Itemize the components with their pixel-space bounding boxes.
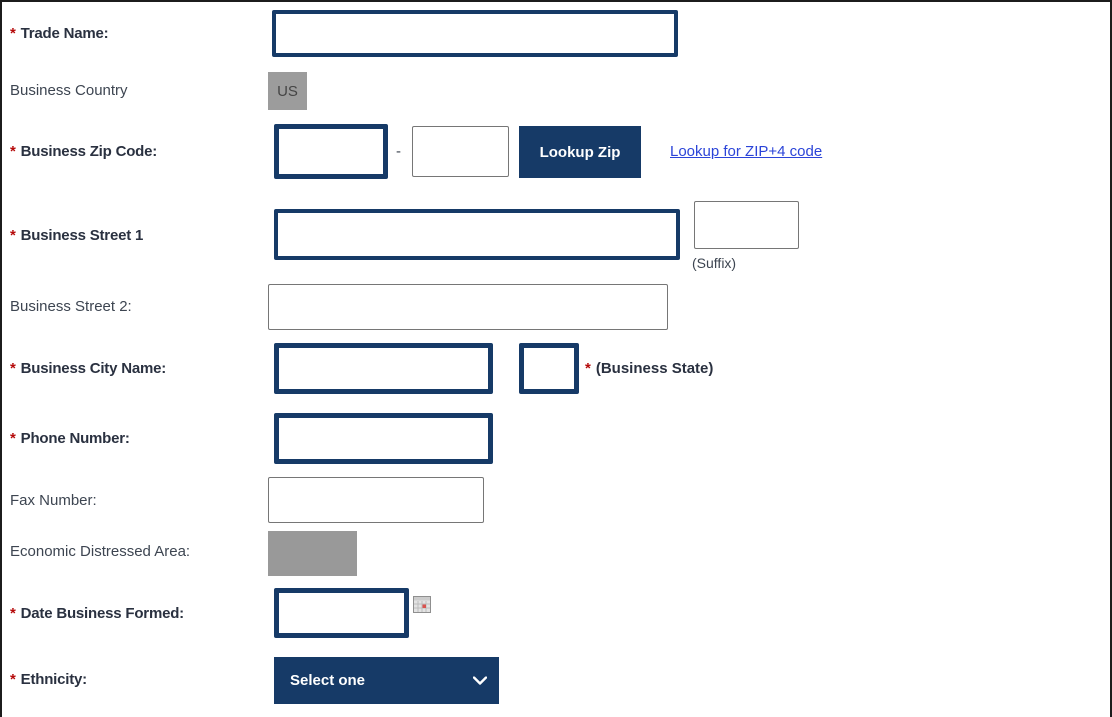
city-input[interactable]: [274, 343, 493, 394]
economic-distressed-value: [268, 531, 357, 576]
street2-label: Business Street 2:: [10, 298, 132, 315]
zip4-lookup-link[interactable]: Lookup for ZIP+4 code: [670, 143, 823, 160]
zip5-input[interactable]: [274, 124, 388, 179]
ethnicity-label: * Ethnicity:: [10, 671, 87, 688]
date-input[interactable]: [274, 588, 409, 638]
lookup-zip-button[interactable]: Lookup Zip: [519, 126, 641, 178]
required-asterisk: *: [10, 227, 16, 244]
required-asterisk: *: [585, 360, 591, 377]
required-asterisk: *: [10, 430, 16, 447]
zip-separator: -: [396, 143, 401, 160]
fax-label: Fax Number:: [10, 492, 97, 509]
street-suffix-input[interactable]: [694, 201, 799, 249]
phone-input[interactable]: [274, 413, 493, 464]
zip4-input[interactable]: [412, 126, 509, 177]
required-asterisk: *: [10, 671, 16, 688]
business-country-label: Business Country: [10, 82, 128, 99]
required-asterisk: *: [10, 25, 16, 42]
ethnicity-select[interactable]: [274, 657, 499, 704]
trade-name-label: * Trade Name:: [10, 25, 109, 42]
street1-label: * Business Street 1: [10, 227, 144, 244]
economic-distressed-label: Economic Distressed Area:: [10, 543, 191, 560]
calendar-icon[interactable]: [413, 596, 431, 613]
street2-input[interactable]: [268, 284, 668, 330]
state-input[interactable]: [519, 343, 579, 394]
phone-label: * Phone Number:: [10, 430, 130, 447]
required-asterisk: *: [10, 143, 16, 160]
city-label: * Business City Name:: [10, 360, 167, 377]
street1-input[interactable]: [274, 209, 680, 260]
fax-input[interactable]: [268, 477, 484, 523]
trade-name-input[interactable]: [272, 10, 678, 57]
date-formed-label: * Date Business Formed:: [10, 605, 184, 622]
business-country-value: US: [268, 72, 307, 110]
business-zip-label: * Business Zip Code:: [10, 143, 158, 160]
business-state-caption: * (Business State): [585, 360, 714, 377]
suffix-caption: (Suffix): [692, 255, 737, 271]
ethnicity-select-wrap: [274, 657, 499, 704]
required-asterisk: *: [10, 360, 16, 377]
required-asterisk: *: [10, 605, 16, 622]
